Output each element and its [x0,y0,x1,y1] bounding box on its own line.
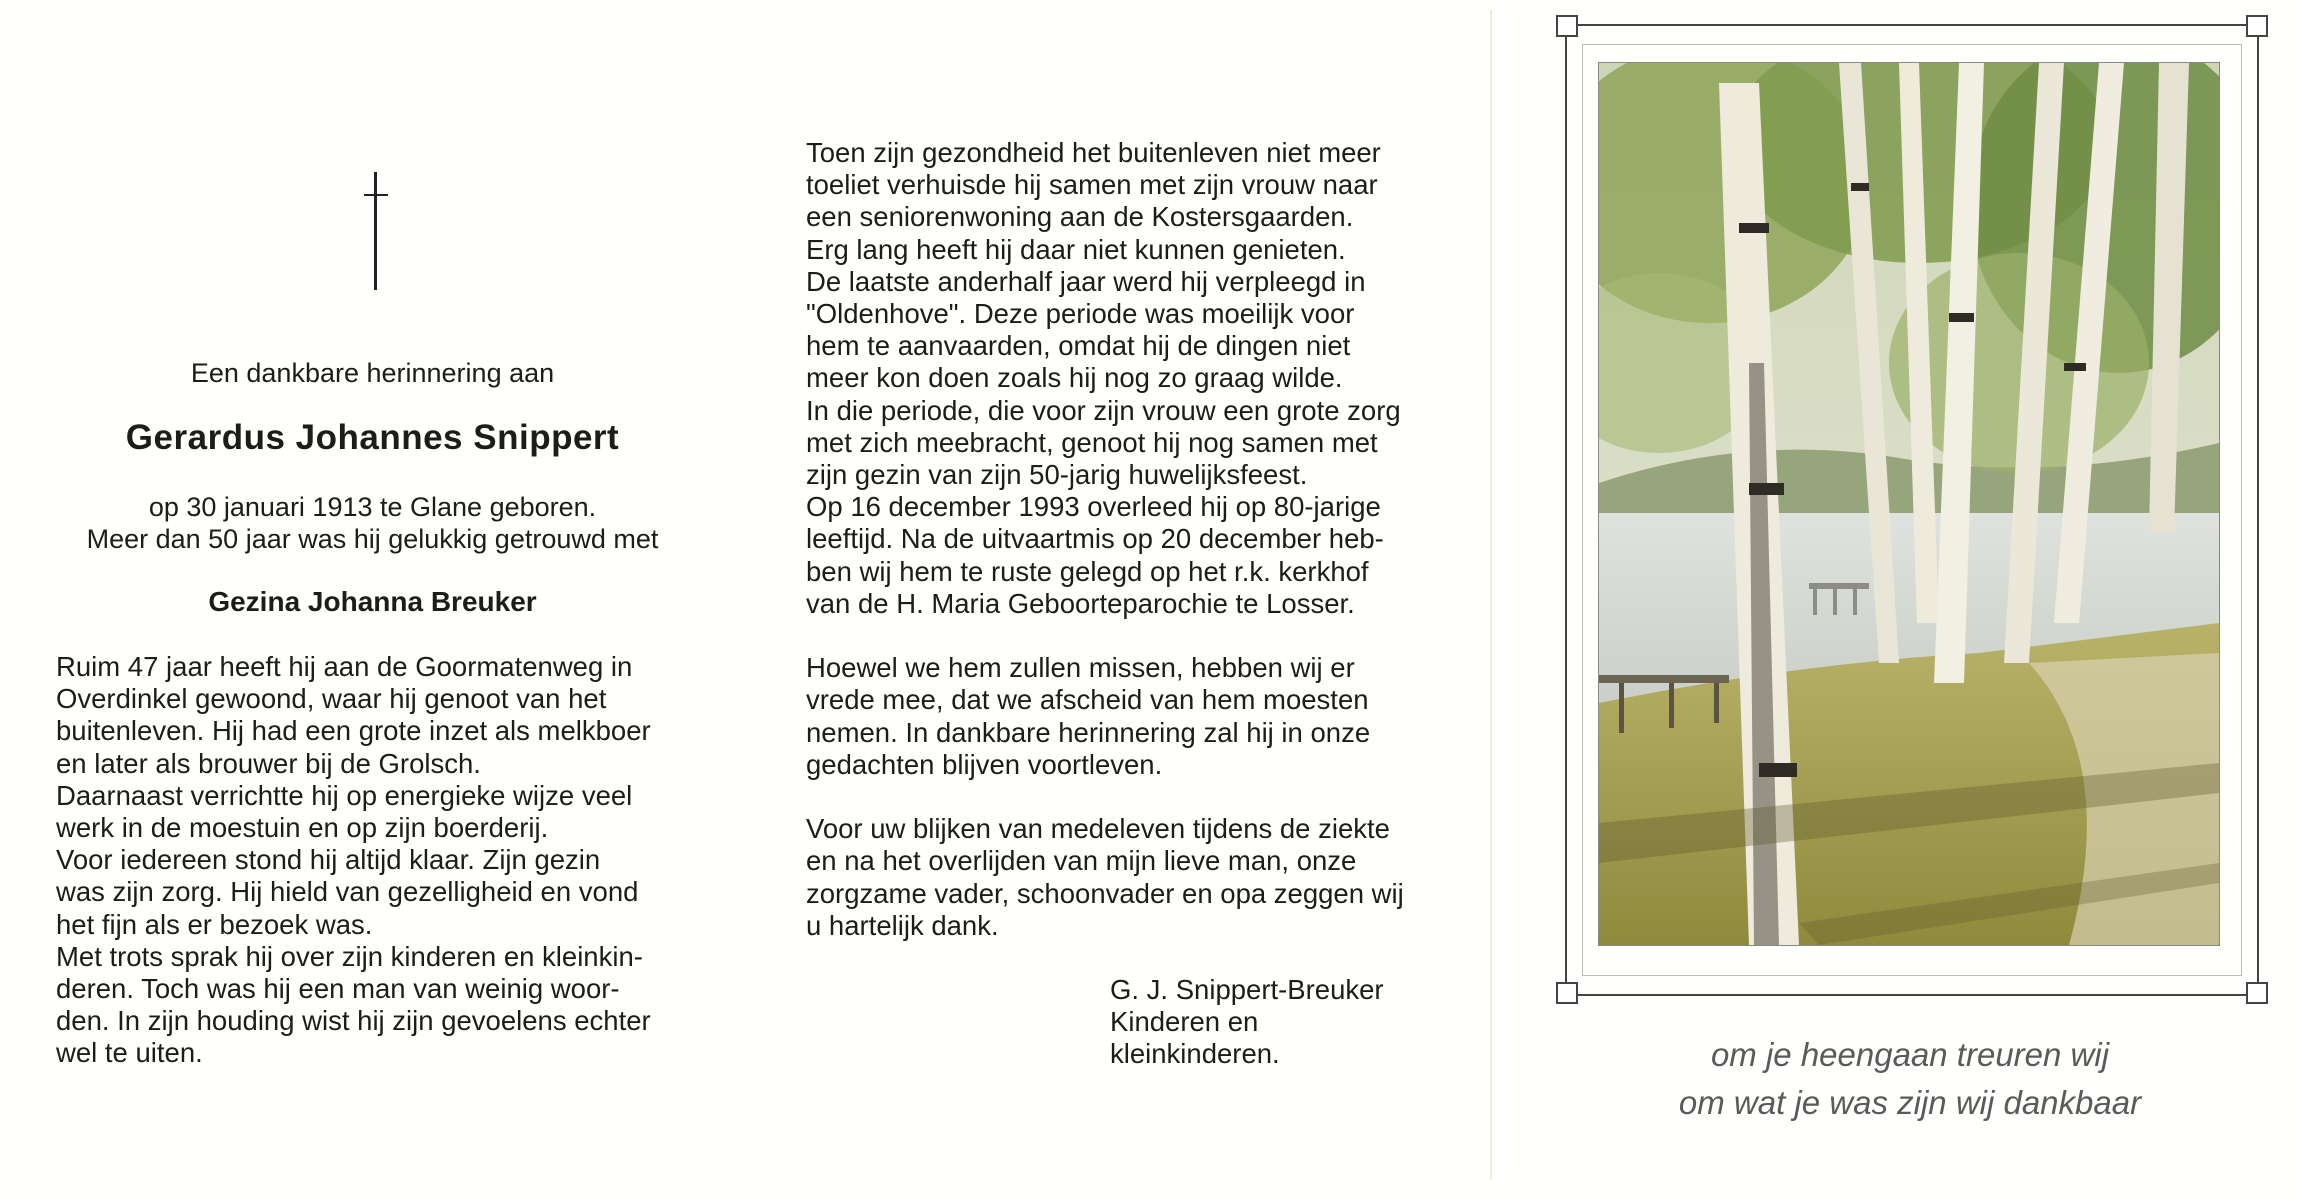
verse-line: om je heengaan treuren wij [1710,1036,2110,1073]
deceased-name: Gerardus Johannes Snippert [125,418,620,457]
signature: G. J. Snippert-Breuker Kinderen en kleinkinderen. [1110,974,1384,1069]
birch-lake-photo [1598,62,2220,946]
frame-corner [2246,982,2268,1004]
intro-text: Een dankbare herinnering aan [190,358,555,388]
frame-corner [2246,15,2268,37]
spouse-name: Gezina Johanna Breuker [208,586,537,617]
frame-corner [1556,15,1578,37]
biography-text: Ruim 47 jaar heeft hij aan de Goormatenweg in Overdinkel gewoond, waar hij genoot van het buitenleven. Hij had een grote inzet als melkboer en later als brouwer bij de Grolsch. Daarnaast verrichtte hij op energieke wijze veel werk in de moestuin en op zijn boerderij. Voor iedereen stond hij altijd klaar. Zijn gezin was zijn zorg. Hij hield van gezelligheid en vond het fijn als er bezoek was. Met trots sprak hij over zijn kinderen en kleinkin- deren. Toch was hij een man van weinig woor- den. In zijn houding wist hij zijn gevoelens echter wel te uiten. [56,651,651,1069]
fold-line [1490,10,1492,1180]
frame-corner [1556,982,1578,1004]
birth-line: op 30 januari 1913 te Glane geboren. [148,492,597,522]
cross-icon [364,172,388,292]
verse-line: om wat je was zijn wij dankbaar [1678,1084,2142,1121]
biography-continued-text: Toen zijn gezondheid het buitenleven niet meer toeliet verhuisde hij samen met zijn vrouw naar een seniorenwoning aan de Kostersgaarden. Erg lang heeft hij daar niet kunnen genieten. De laatste anderhalf jaar werd hij verpleegd in "Oldenhove". Deze periode was moeilijk voor hem te aanvaarden, omdat hij de dingen niet meer kon doen zoals hij nog zo graag wilde. In die periode, die voor zijn vrouw een grote zorg met zich meebracht, genoot hij nog samen met zijn gezin van zijn 50-jarig huwelijksfeest. Op 16 december 1993 overleed hij op 80-jarige leeftijd. Na de uitvaartmis op 20 december heb- ben wij hem te ruste gelegd op het r.k. kerkhof van de H. Maria Geboorteparochie te Losser. Hoewel we hem zullen missen, hebben wij er vrede mee, dat we afscheid van hem moesten nemen. In dankbare herinnering zal hij in onze gedachten blijven voortleven. Voor uw blijken van medeleven tijdens de ziekte en na het overlijden van mijn lieve man, onze zorgzame vader, schoonvader en opa zeggen wij u hartelijk dank. [806,137,1404,941]
marriage-line: Meer dan 50 jaar was hij gelukkig getrouwd met [86,524,659,554]
